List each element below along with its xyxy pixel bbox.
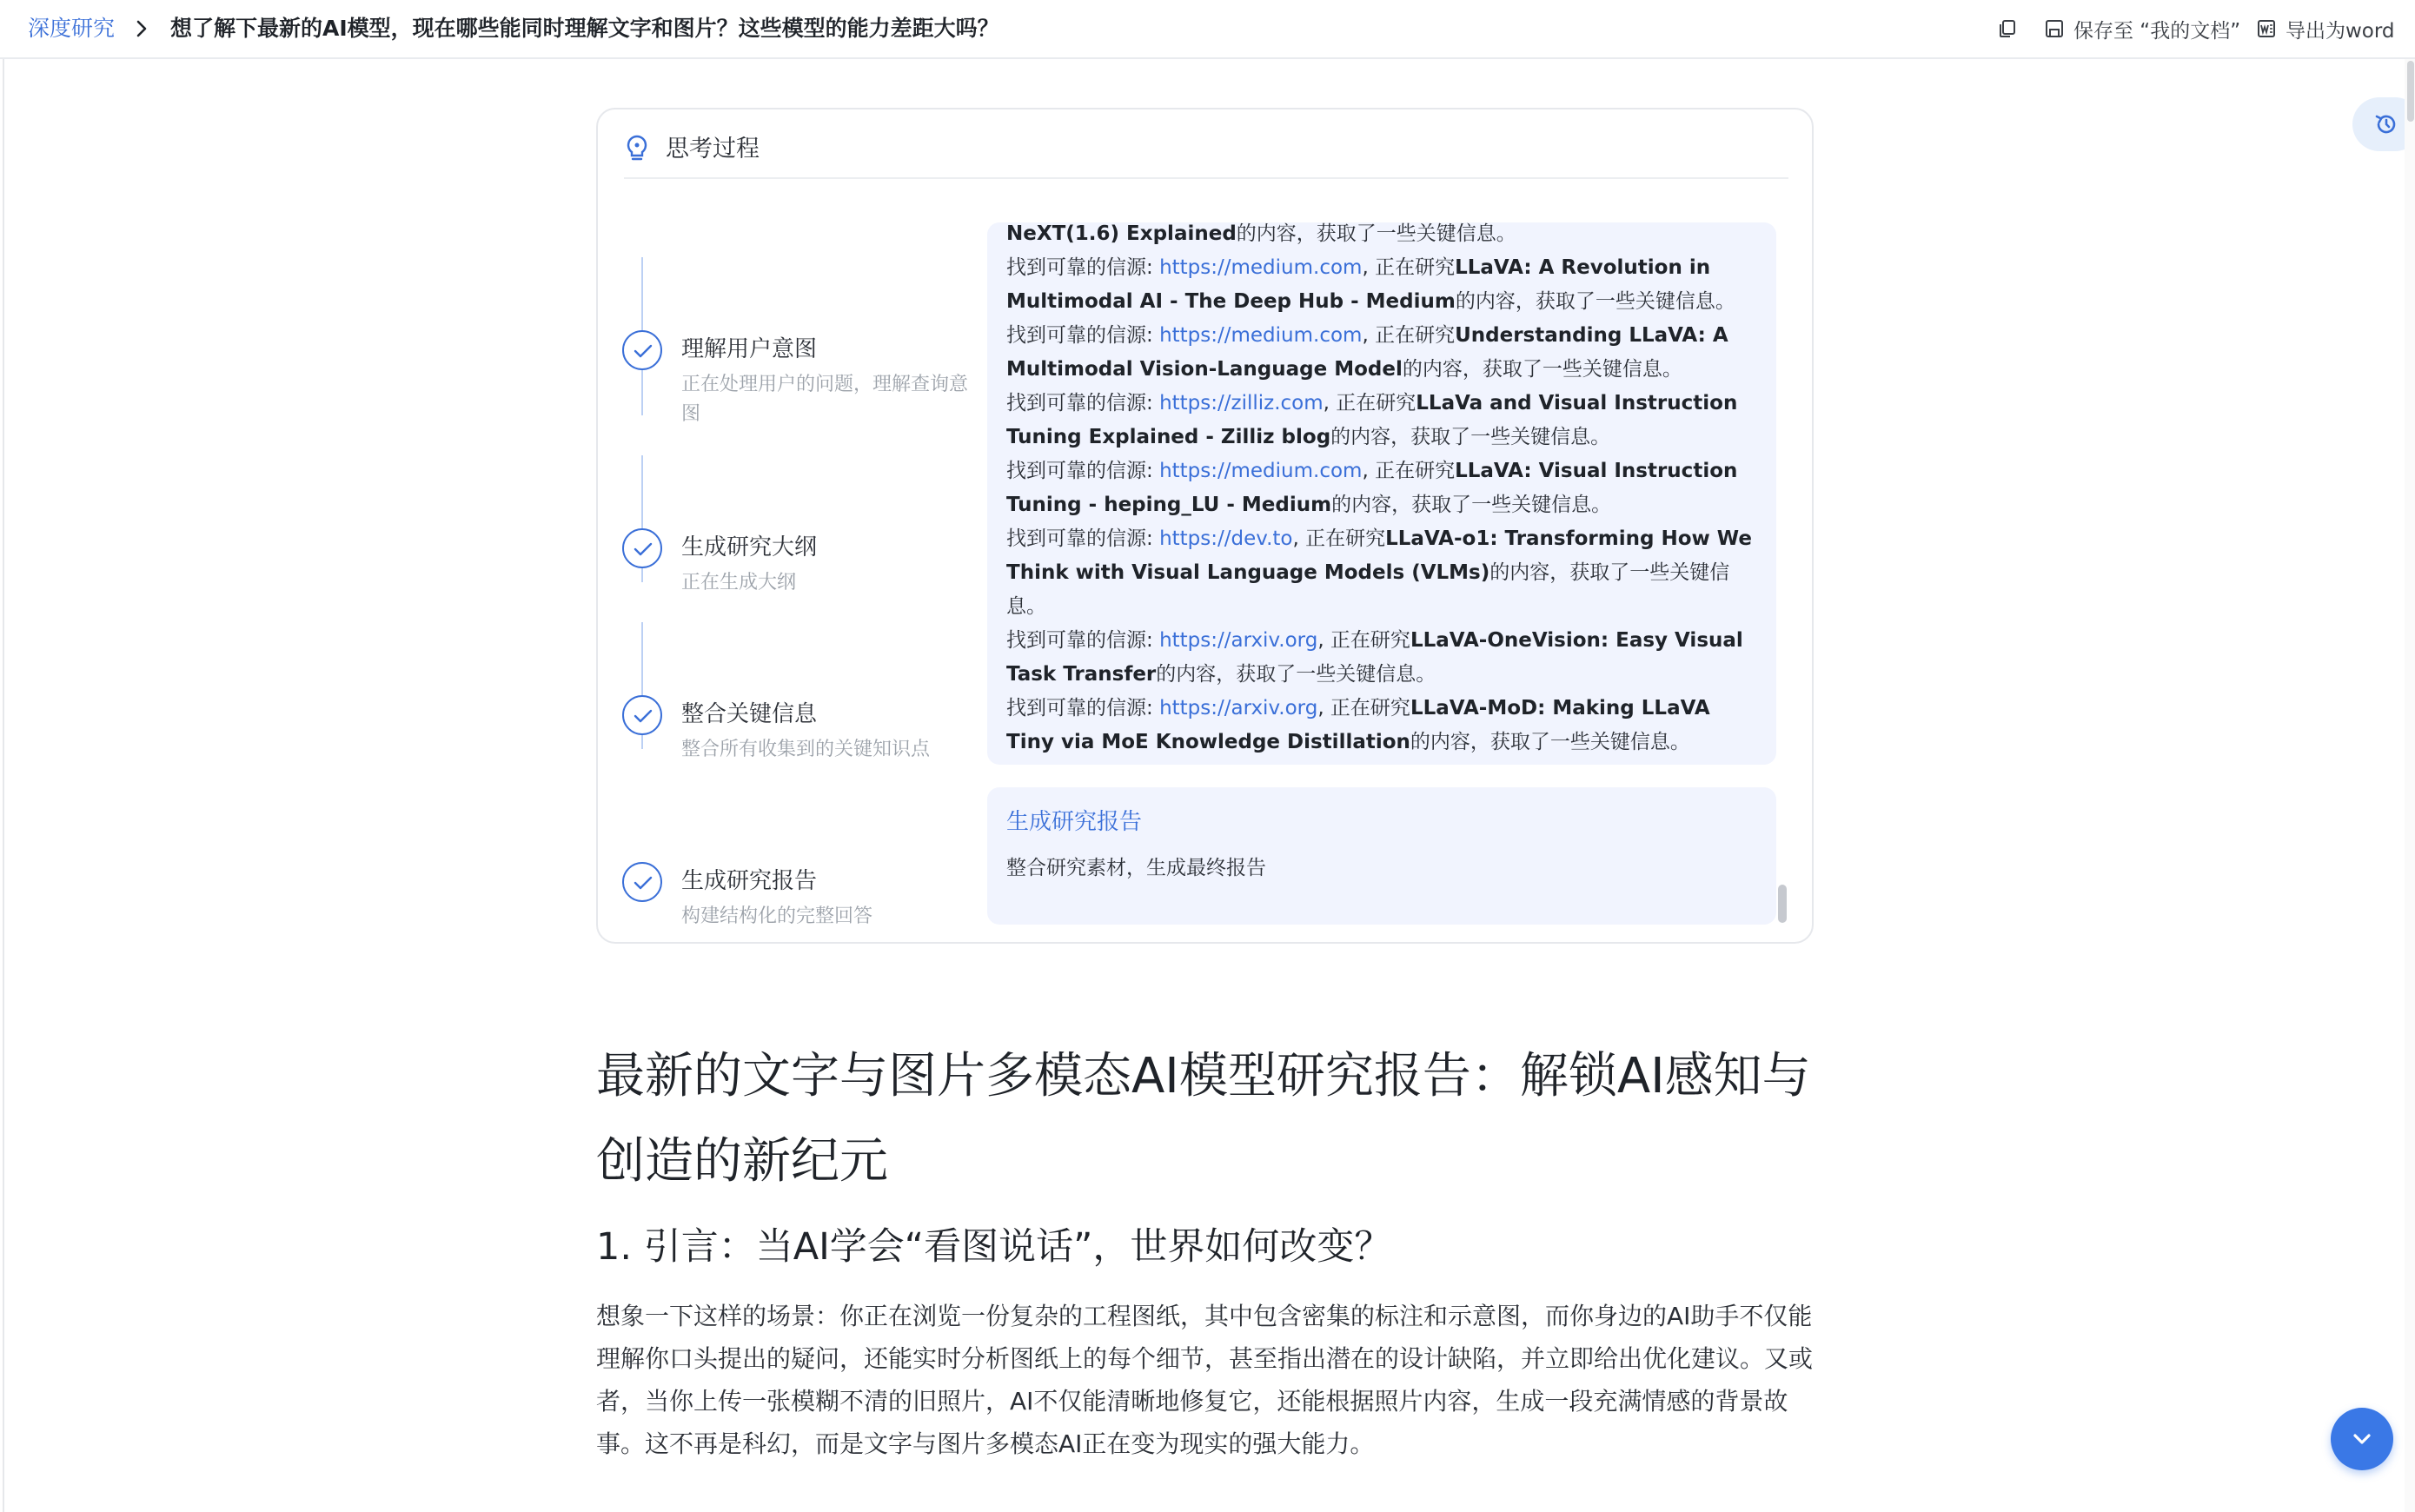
log-line <box>1006 222 1762 251</box>
save-to-docs-button[interactable] <box>2044 14 2240 43</box>
log-suffix: 的内容，获取了一些关键信息。 <box>1156 663 1436 686</box>
export-word-button[interactable] <box>2256 14 2395 43</box>
step-desc: 正在处理用户的问题，理解查询意图 <box>681 374 969 425</box>
step-list <box>622 217 987 927</box>
history-icon <box>2373 111 2399 137</box>
copy-icon <box>1997 18 2018 39</box>
log-label: 找到可靠的信源: <box>1006 527 1160 550</box>
check-circle-icon <box>622 528 662 568</box>
copy-button[interactable] <box>1997 14 2027 43</box>
source-link[interactable]: https://arxiv.org <box>1159 697 1318 720</box>
source-link[interactable]: https://medium.com <box>1159 256 1363 279</box>
thinking-process-card <box>596 108 1814 944</box>
log-topic: LLaVA-OneVision: Easy Visual Task Transfer <box>1006 629 1743 686</box>
log-label: 找到可靠的信源: <box>1006 460 1160 482</box>
log-line <box>1006 692 1762 759</box>
step-desc: 整合所有收集到的关键知识点 <box>681 739 931 760</box>
log-topic: LLaVA-o1: Transforming How We Think with Visual Language Models (VLMs) <box>1006 527 1752 584</box>
thinking-header[interactable] <box>624 129 1788 179</box>
left-divider <box>3 59 4 1512</box>
check-circle-icon <box>622 695 662 735</box>
lightbulb-icon <box>624 134 650 163</box>
save-icon <box>2044 18 2065 39</box>
page-scrollbar-thumb[interactable] <box>2407 61 2414 122</box>
intro-paragraph: 想象一下这样的场景：你正在浏览一份复杂的工程图纸，其中包含密集的标注和示意图，而你身边的AI助手不仅能理解你口头提出的疑问，还能实时分析图纸上的每个细节，甚至指出潜在的设计缺陷，并立即给出优化建议。又或者，当你上传一张模糊不清的旧照片，AI不仅能清晰地修复它，还能根据照片内容，生成一段充满情感的背景故事。这不再是科幻，而是文字与图片多模态AI正在变为现实的强大能力。 <box>596 1302 1814 1458</box>
log-suffix: 的内容，获取了一些关键信息。 <box>1006 561 1730 618</box>
log-suffix: 的内容，获取了一些关键信息。 <box>1330 426 1611 448</box>
log-label: 找到可靠的信源: <box>1006 697 1160 720</box>
log-topic: LLaVA-MoD: Making LLaVA Tiny via MoE Knowledge Distillation <box>1006 697 1710 753</box>
step-desc: 正在生成大纲 <box>681 572 797 594</box>
log-suffix: 的内容，获取了一些关键信息。 <box>1331 494 1612 516</box>
chevron-right-icon <box>132 19 151 38</box>
log-label: , 正在研究 <box>1317 629 1410 652</box>
log-suffix: 的内容，获取了一些关键信息。 <box>1236 222 1516 245</box>
log-suffix: 的内容，获取了一些关键信息。 <box>1410 731 1690 753</box>
log-suffix: 的内容，获取了一些关键信息。 <box>1455 290 1735 313</box>
step-title: 生成研究大纲 <box>681 534 818 560</box>
page-title: 想了解下最新的AI模型，现在哪些能同时理解文字和图片？这些模型的能力差距大吗？ <box>170 16 999 41</box>
source-link[interactable]: https://medium.com <box>1159 324 1363 347</box>
breadcrumb-root-link[interactable]: 深度研究 <box>28 16 116 41</box>
research-log <box>1006 222 1762 759</box>
log-line <box>1006 454 1762 522</box>
scroll-to-bottom-button[interactable] <box>2331 1408 2393 1470</box>
thinking-title: 思考过程 <box>666 136 760 162</box>
report-heading: 最新的文字与图片多模态AI模型研究报告：解锁AI感知与创造的新纪元 <box>596 1048 1811 1190</box>
log-line <box>1006 387 1762 454</box>
source-link[interactable]: https://dev.to <box>1159 527 1293 550</box>
research-log-panel[interactable] <box>987 222 1776 765</box>
chevron-down-icon <box>2350 1429 2374 1449</box>
log-label: , 正在研究 <box>1362 256 1456 279</box>
source-link[interactable]: https://arxiv.org <box>1159 629 1318 652</box>
log-line <box>1006 251 1762 319</box>
log-label: 找到可靠的信源: <box>1006 392 1160 414</box>
step-title: 生成研究报告 <box>681 868 818 894</box>
log-topic: Understanding LLaVA: A Multimodal Vision-Language Model <box>1006 324 1728 381</box>
log-line <box>1006 624 1762 692</box>
save-label: 保存至 “我的文档” <box>2073 19 2241 43</box>
source-link[interactable]: https://zilliz.com <box>1159 392 1324 414</box>
log-label: 找到可靠的信源: <box>1006 256 1160 279</box>
log-label: , 正在研究 <box>1323 392 1416 414</box>
check-circle-icon <box>622 862 662 902</box>
step-title: 理解用户意图 <box>681 336 818 362</box>
log-line <box>1006 522 1762 624</box>
report-article <box>596 1034 1817 1465</box>
log-label: 找到可靠的信源: <box>1006 324 1160 347</box>
log-label: , 正在研究 <box>1317 697 1410 720</box>
report-title: 生成研究报告 <box>1006 809 1143 835</box>
step-title: 整合关键信息 <box>681 701 818 727</box>
report-status-panel <box>987 787 1776 925</box>
log-label: 找到可靠的信源: <box>1006 629 1160 652</box>
step-desc: 构建结构化的完整回答 <box>681 905 873 927</box>
log-topic: LLaVa and Visual Instruction Tuning Explained - Zilliz blog <box>1006 392 1738 448</box>
log-label: , 正在研究 <box>1362 460 1456 482</box>
log-label: , 正在研究 <box>1362 324 1456 347</box>
log-topic: LLaVA: A Revolution in Multimodal AI - The Deep Hub - Medium <box>1006 256 1711 313</box>
page-scrollbar-track[interactable] <box>2405 59 2415 1512</box>
log-label: , 正在研究 <box>1292 527 1386 550</box>
log-topic: LLaVA: Visual Instruction Tuning - heping_LU - Medium <box>1006 460 1738 516</box>
card-scrollbar[interactable] <box>1778 885 1787 923</box>
export-label: 导出为word <box>2286 19 2395 43</box>
log-suffix: 的内容，获取了一些关键信息。 <box>1402 358 1682 381</box>
word-icon <box>2256 18 2277 39</box>
log-line <box>1006 319 1762 387</box>
check-circle-icon <box>622 330 662 370</box>
report-desc: 整合研究素材，生成最终报告 <box>1006 857 1266 879</box>
top-bar <box>0 0 2415 59</box>
source-link[interactable]: https://medium.com <box>1159 460 1363 482</box>
log-topic: NeXT(1.6) Explained <box>1006 222 1237 245</box>
section-heading: 1. 引言：当AI学会“看图说话”，世界如何改变？ <box>596 1225 1392 1269</box>
